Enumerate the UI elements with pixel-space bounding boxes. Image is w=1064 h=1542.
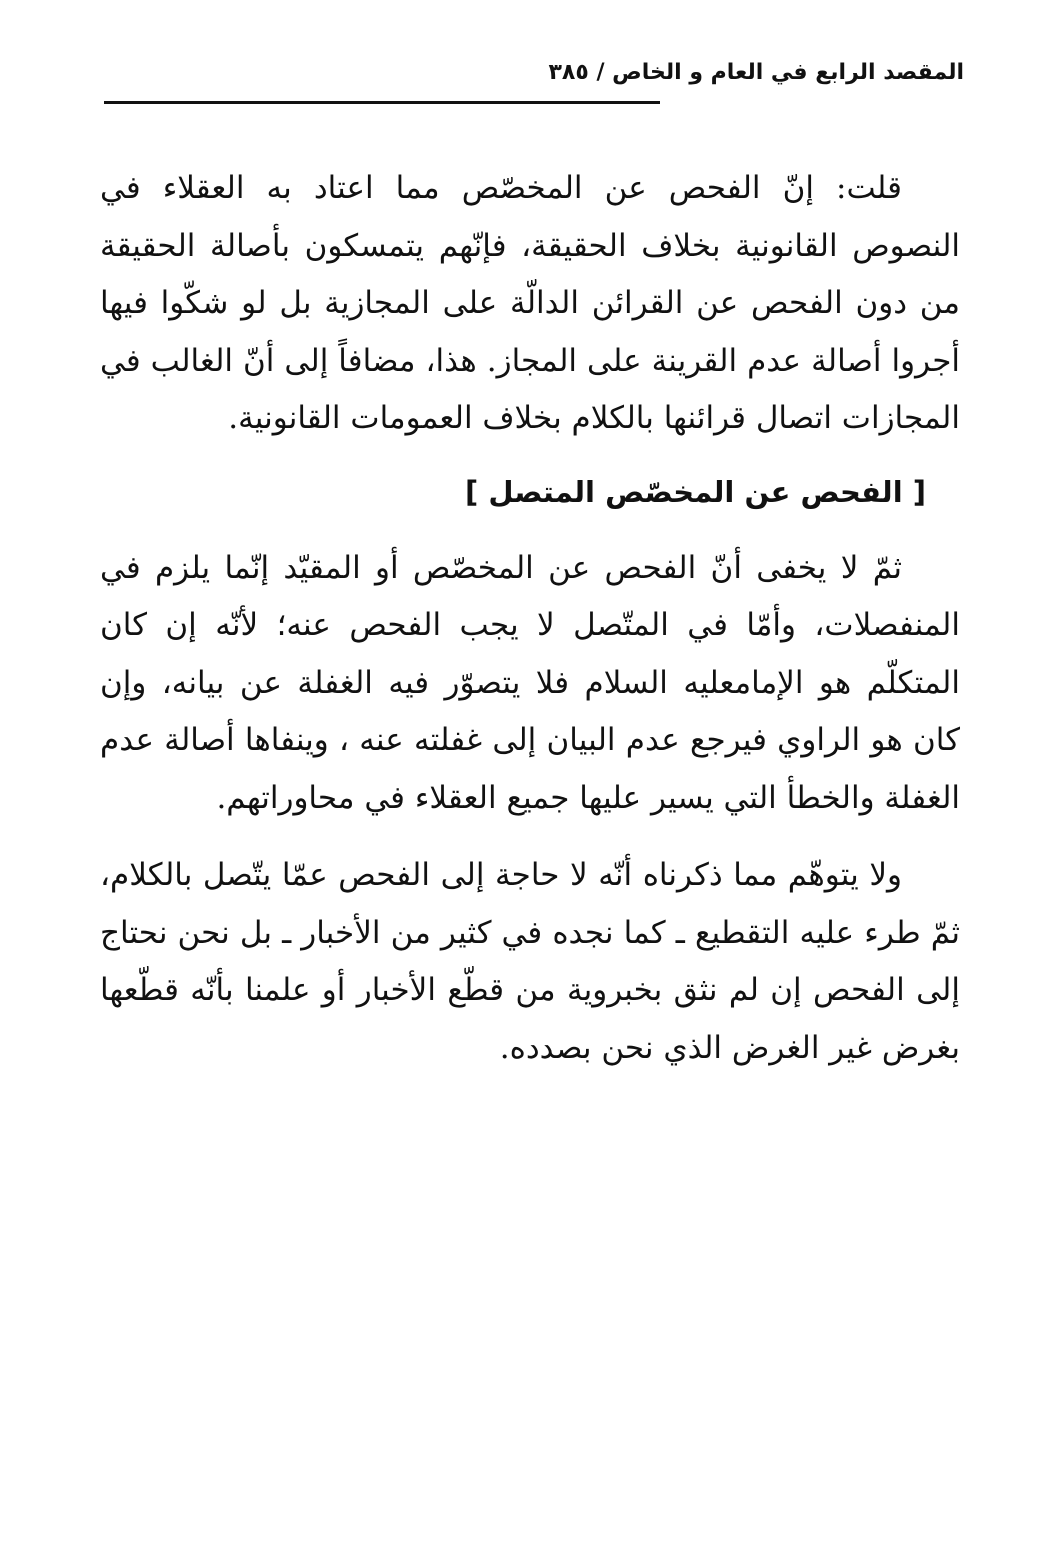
paragraph-1: قلت: إنّ الفحص عن المخصّص مما اعتاد به العقلاء في النصوص القانونية بخلاف الحقيقة، فإنّهم يتمسكون بأصالة الحقيقة من دون الفحص عن القرائن الدالّة على المجازية بل لو شكّوا فيها أجروا أصالة عدم القرينة على المجاز. هذا، مضافاً إلى أنّ الغالب في المجازات اتصال قرائنها بالكلام بخلاف العمومات القانونية. <box>100 170 960 436</box>
paragraph-3: ولا يتوهّم مما ذكرناه أنّه لا حاجة إلى الفحص عمّا يتّصل بالكلام، ثمّ طرء عليه التقطيع ـ كما نجده في كثير من الأخبار ـ بل نحن نحتاج إلى الفحص إن لم نثق بخبروية من قطّع الأخبار أو علمنا بأنّه قطّعها بغرض غير الغرض الذي نحن بصدده. <box>100 857 960 1066</box>
header-rule <box>104 101 660 104</box>
body-text <box>100 160 960 1077</box>
paragraph-2: ثمّ لا يخفى أنّ الفحص عن المخصّص أو المقيّد إنّما يلزم في المنفصلات، وأمّا في المتّصل لا يجب الفحص عنه؛ لأنّه إن كان المتكلّم هو الإمامعليه السلام فلا يتصوّر فيه الغفلة عن بيانه، وإن كان هو الراوي فيرجع عدم البيان إلى غفلته عنه ، وينفاها أصالة عدم الغفلة والخطأ التي يسير عليها جميع العقلاء في محاوراتهم. <box>100 549 960 816</box>
running-header: المقصد الرابع في العام و الخاص / ٣٨٥ <box>548 60 964 85</box>
section-heading: [ الفحص عن المخصّص المتصل ] <box>465 474 926 509</box>
